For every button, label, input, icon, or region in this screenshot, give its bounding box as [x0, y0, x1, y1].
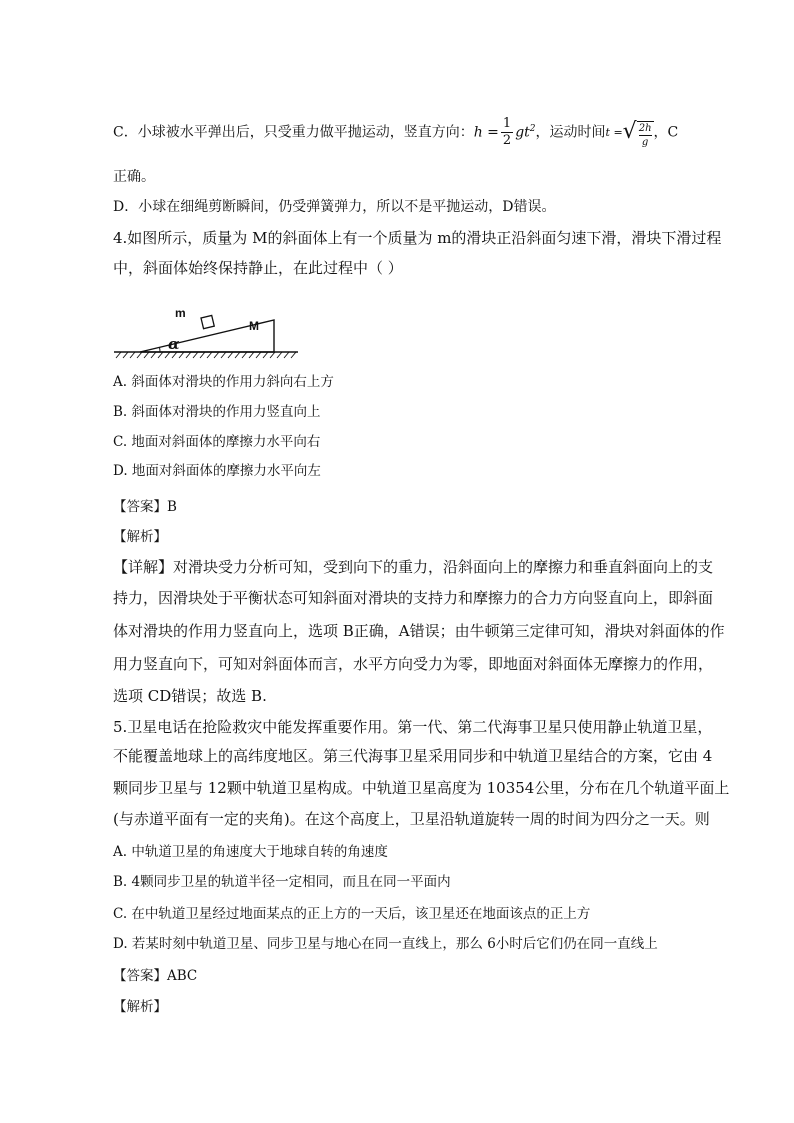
formula-h-exp: 2: [529, 123, 536, 134]
formula-h-den: 2: [502, 133, 512, 148]
q4-detail-line1: 【详解】对滑块受力分析可知，受到向下的重力，沿斜面向上的摩擦力和垂直斜面向上的支: [113, 558, 714, 576]
label-m: m: [175, 306, 186, 320]
q5-stem-line4: (与赤道平面有一定的夹角)。在这个高度上，卫星沿轨道旋转一周的时间为四分之一天。则: [113, 810, 710, 828]
q5-option-b: B. 4颗同步卫星的轨道半径一定相同，而且在同一平面内: [113, 874, 451, 890]
q5-option-c: C. 在中轨道卫星经过地面某点的正上方的一天后，该卫星还在地面该点的正上方: [113, 906, 591, 922]
formula-h-rest: gt: [515, 124, 530, 141]
formula-t-lhs: t =: [605, 125, 623, 139]
formula-t-den: g: [641, 136, 649, 148]
q4-detail-line2: 持力，因滑块处于平衡状态可知斜面对滑块的支持力和摩擦力的合力方向竖直向上，即斜面: [113, 589, 714, 607]
q3c-middle: ，运动时间: [535, 124, 606, 141]
q4-option-c: C. 地面对斜面体的摩擦力水平向右: [113, 434, 321, 450]
formula-height: [474, 116, 536, 149]
q4-detail-line3: 体对滑块的作用力竖直向上，选项 B正确，A错误；由牛顿第三定律可知，滑块对斜面体的作: [113, 622, 725, 640]
q4-detail-line5: 选项 CD错误；故选 B.: [113, 687, 267, 705]
q3-option-c-line1: [113, 116, 678, 149]
label-alpha: α: [168, 335, 180, 353]
q3-option-d: D．小球在细绳剪断瞬间，仍受弹簧弹力，所以不是平抛运动，D错误。: [113, 199, 556, 215]
formula-h-num: 1: [502, 116, 512, 131]
q3c-prefix: C．小球被水平弹出后，只受重力做平抛运动，竖直方向：: [113, 124, 474, 141]
label-M: M: [249, 319, 259, 333]
formula-h-lhs: h =: [473, 124, 499, 141]
q5-stem-line2: 不能覆盖地球上的高纬度地区。第三代海事卫星采用同步和中轨道卫星结合的方案，它由 4: [113, 747, 713, 765]
q3-option-c-line2: 正确。: [113, 169, 155, 185]
q4-stem-line2: 中，斜面体始终保持静止，在此过程中（ ）: [113, 259, 403, 277]
q4-detail-line4: 用力竖直向下，可知对斜面体而言，水平方向受力为零，即地面对斜面体无摩擦力的作用，: [113, 655, 714, 673]
formula-time: [606, 117, 654, 149]
q4-stem-line1: 4.如图所示，质量为 M的斜面体上有一个质量为 m的滑块正沿斜面匀速下滑，滑块下滑过程: [113, 229, 722, 247]
q5-option-d: D. 若某时刻中轨道卫星、同步卫星与地心在同一直线上，那么 6小时后它们仍在同一直线上: [113, 936, 658, 952]
sliding-block: [201, 315, 214, 328]
ground-hatching: [116, 352, 296, 358]
q4-analysis-heading: 【解析】: [113, 529, 167, 545]
q4-option-a: A. 斜面体对滑块的作用力斜向右上方: [113, 374, 334, 390]
q4-option-d: D. 地面对斜面体的摩擦力水平向左: [113, 463, 321, 479]
q5-stem-line3: 颗同步卫星与 12颗中轨道卫星构成。中轨道卫星高度为 10354公里，分布在几个轨道平面上: [113, 779, 730, 797]
sqrt-icon: √: [622, 118, 637, 144]
q3c-suffix: ，C: [653, 124, 679, 141]
q5-stem-line1: 5.卫星电话在抢险救灾中能发挥重要作用。第一代、第二代海事卫星只使用静止轨道卫星，: [113, 718, 713, 736]
q5-answer: 【答案】ABC: [113, 968, 198, 984]
angle-arc: [160, 348, 161, 353]
q5-analysis-heading: 【解析】: [113, 999, 167, 1015]
incline-figure: [112, 306, 302, 360]
formula-t-num: 2h: [638, 122, 652, 134]
q4-option-b: B. 斜面体对滑块的作用力竖直向上: [113, 404, 321, 420]
q5-option-a: A. 中轨道卫星的角速度大于地球自转的角速度: [113, 844, 388, 860]
q4-answer: 【答案】B: [113, 499, 177, 515]
